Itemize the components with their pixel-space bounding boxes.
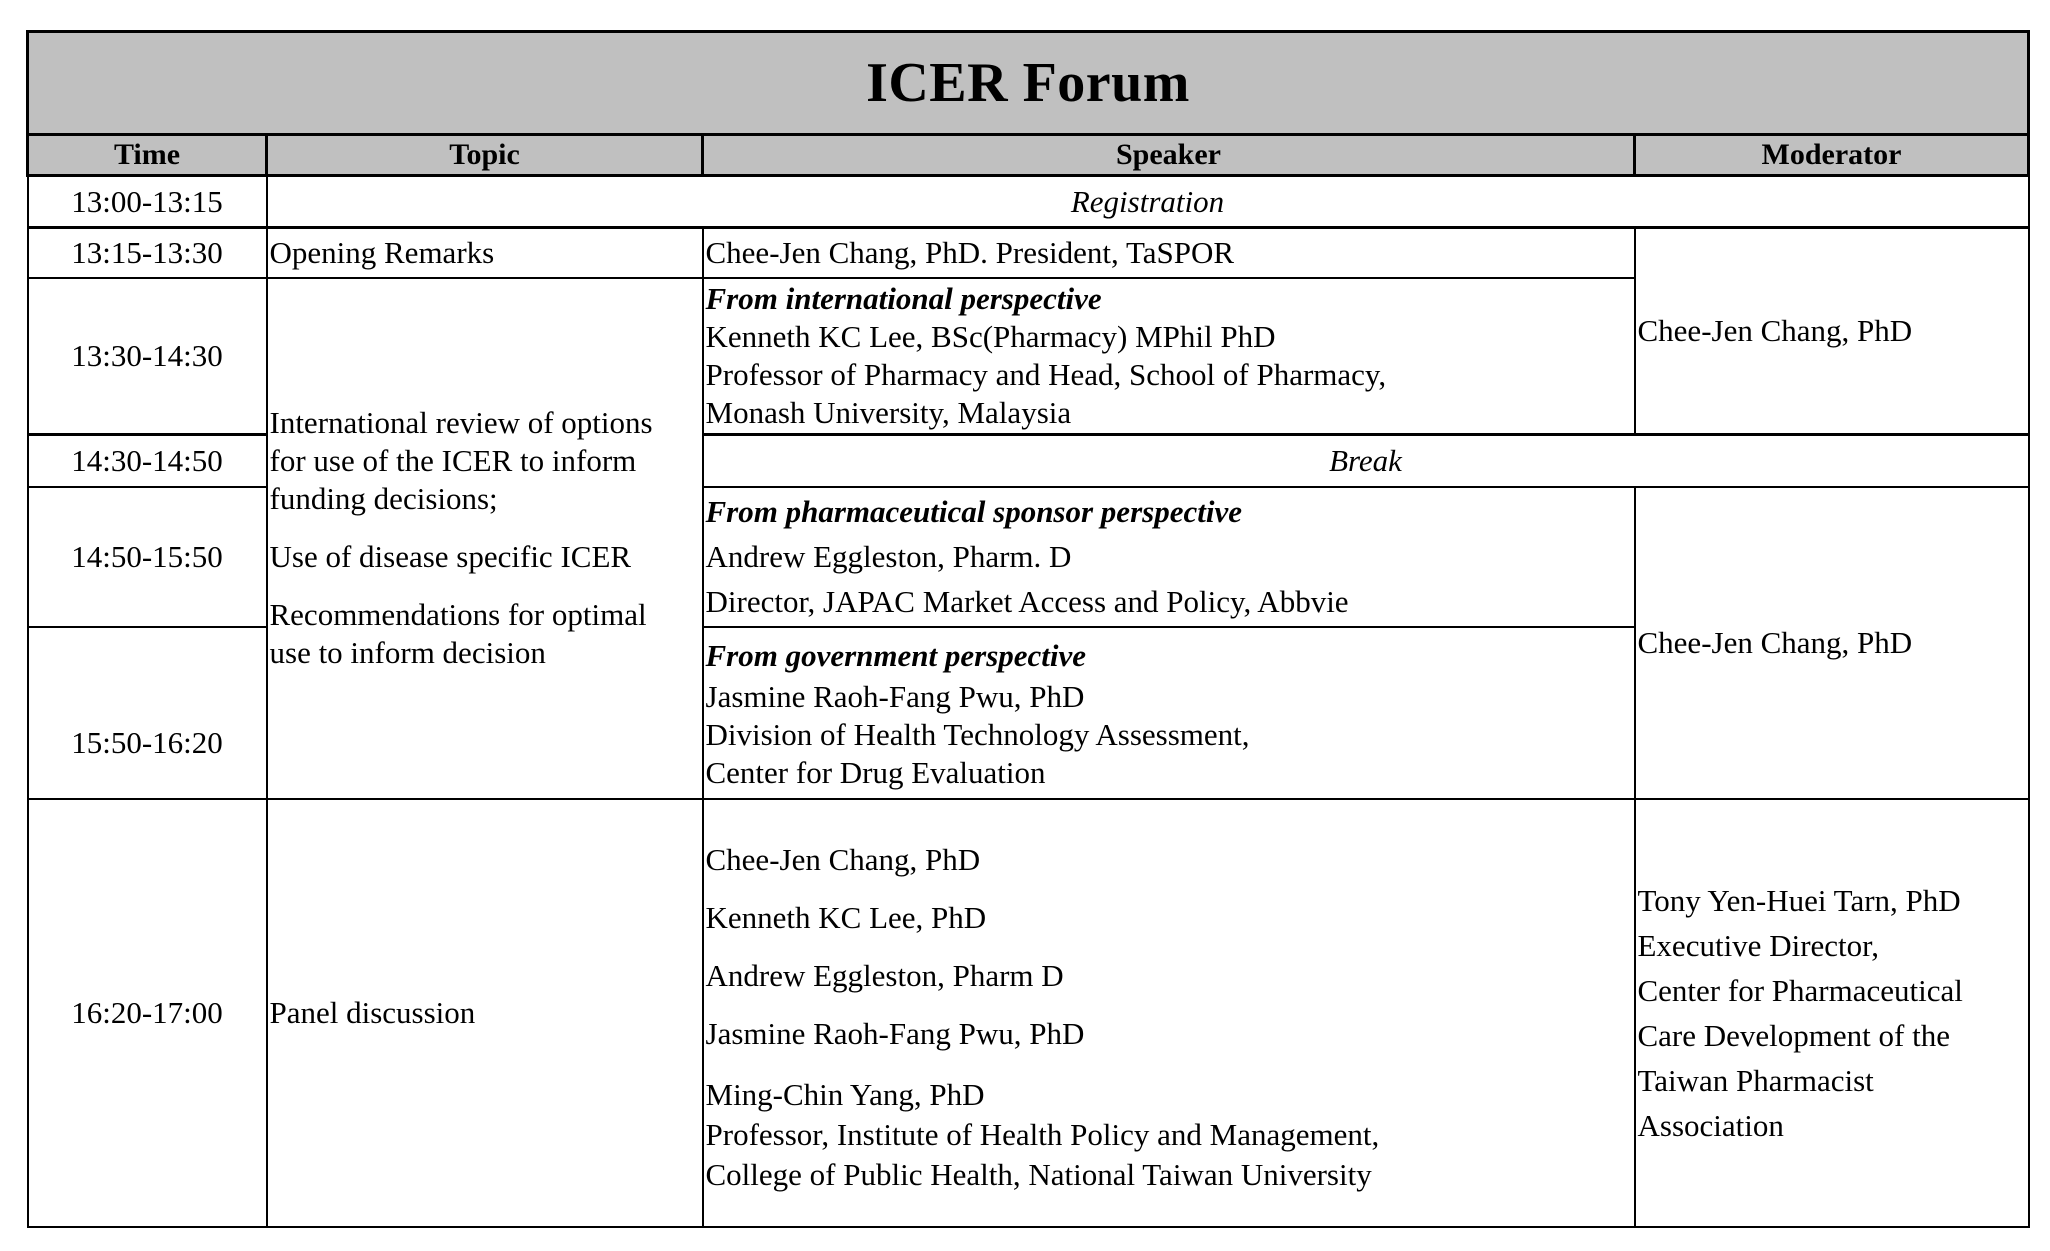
session-1-line: Professor of Pharmacy and Head, School of Pharmacy, [705,356,1387,392]
header-time: Time [28,135,267,176]
break-time: 14:30-14:50 [28,435,267,487]
session-3-perspective: From government perspective [705,638,1087,673]
title-row [28,32,2029,135]
panel-moderator-line: Executive Director, [1637,927,1879,963]
panel-speaker: Andrew Eggleston, Pharm D [705,957,1064,993]
panel-moderator [1635,799,2029,1227]
opening-time: 13:15-13:30 [28,228,267,278]
header-moderator: Moderator [1635,135,2029,176]
session-3-line: Jasmine Raoh-Fang Pwu, PhD [705,679,1085,714]
panel-speaker: Jasmine Raoh-Fang Pwu, PhD [705,1015,1085,1051]
panel-topic: Panel discussion [267,799,703,1227]
session-2-speaker [703,487,1635,627]
header-speaker: Speaker [703,135,1635,176]
session-1-perspective: From international perspective [705,280,1102,316]
opening-speaker: Chee-Jen Chang, PhD. President, TaSPOR [703,228,1635,278]
panel-speaker: Ming-Chin Yang, PhD [705,1076,985,1112]
topic-main-line: use to inform decision [269,635,546,670]
topic-main-line: Use of disease specific ICER [269,539,632,574]
agenda-table [26,30,2030,1228]
panel-speaker: Kenneth KC Lee, PhD [705,899,987,935]
registration-time: 13:00-13:15 [28,176,267,228]
session-1-line: Kenneth KC Lee, BSc(Pharmacy) MPhil PhD [705,318,1276,354]
session-3-line: Division of Health Technology Assessment, [705,717,1250,752]
opening-row [28,228,2029,278]
session-2-line: Andrew Eggleston, Pharm. D [705,539,1072,574]
break-label: Break [703,435,2029,487]
session-2-perspective: From pharmaceutical sponsor perspective [705,494,1242,529]
topic-main-line: International review of options [269,405,653,440]
registration-row [28,176,2029,228]
session-3-time: 15:50-16:20 [28,627,267,799]
moderator-1: Chee-Jen Chang, PhD [1635,228,2029,435]
panel-moderator-line: Care Development of the [1637,1017,1950,1053]
panel-speaker-detail: Professor, Institute of Health Policy and Management, [705,1116,1380,1152]
topic-main-line: Recommendations for optimal [269,597,647,632]
header-topic: Topic [267,135,703,176]
opening-topic: Opening Remarks [267,228,703,278]
registration-label: Registration [267,176,2029,228]
session-1-speaker [703,278,1635,435]
session-1-line: Monash University, Malaysia [705,394,1072,430]
page-title: ICER Forum [28,32,2029,135]
panel-time: 16:20-17:00 [28,799,267,1227]
topic-main-line: for use of the ICER to inform [269,443,637,478]
panel-speaker-detail: College of Public Health, National Taiwan University [705,1156,1372,1192]
session-1-time: 13:30-14:30 [28,278,267,435]
session-2-line: Director, JAPAC Market Access and Policy, Abbvie [705,584,1349,619]
session-2-time: 14:50-15:50 [28,487,267,627]
topic-main-line: funding decisions; [269,481,498,516]
header-row [28,135,2029,176]
session-3-line: Center for Drug Evaluation [705,755,1046,790]
panel-moderator-line: Tony Yen-Huei Tarn, PhD [1637,882,1961,918]
panel-speaker: Chee-Jen Chang, PhD [705,841,981,877]
session-3-speaker [703,627,1635,799]
topic-main [267,278,703,799]
agenda-table-container [26,30,2027,1228]
panel-speakers [703,799,1635,1227]
panel-moderator-line: Taiwan Pharmacist [1637,1062,1874,1098]
panel-row [28,799,2029,1227]
panel-moderator-line: Association [1637,1107,1784,1143]
panel-moderator-line: Center for Pharmaceutical [1637,972,1963,1008]
moderator-2: Chee-Jen Chang, PhD [1635,487,2029,799]
